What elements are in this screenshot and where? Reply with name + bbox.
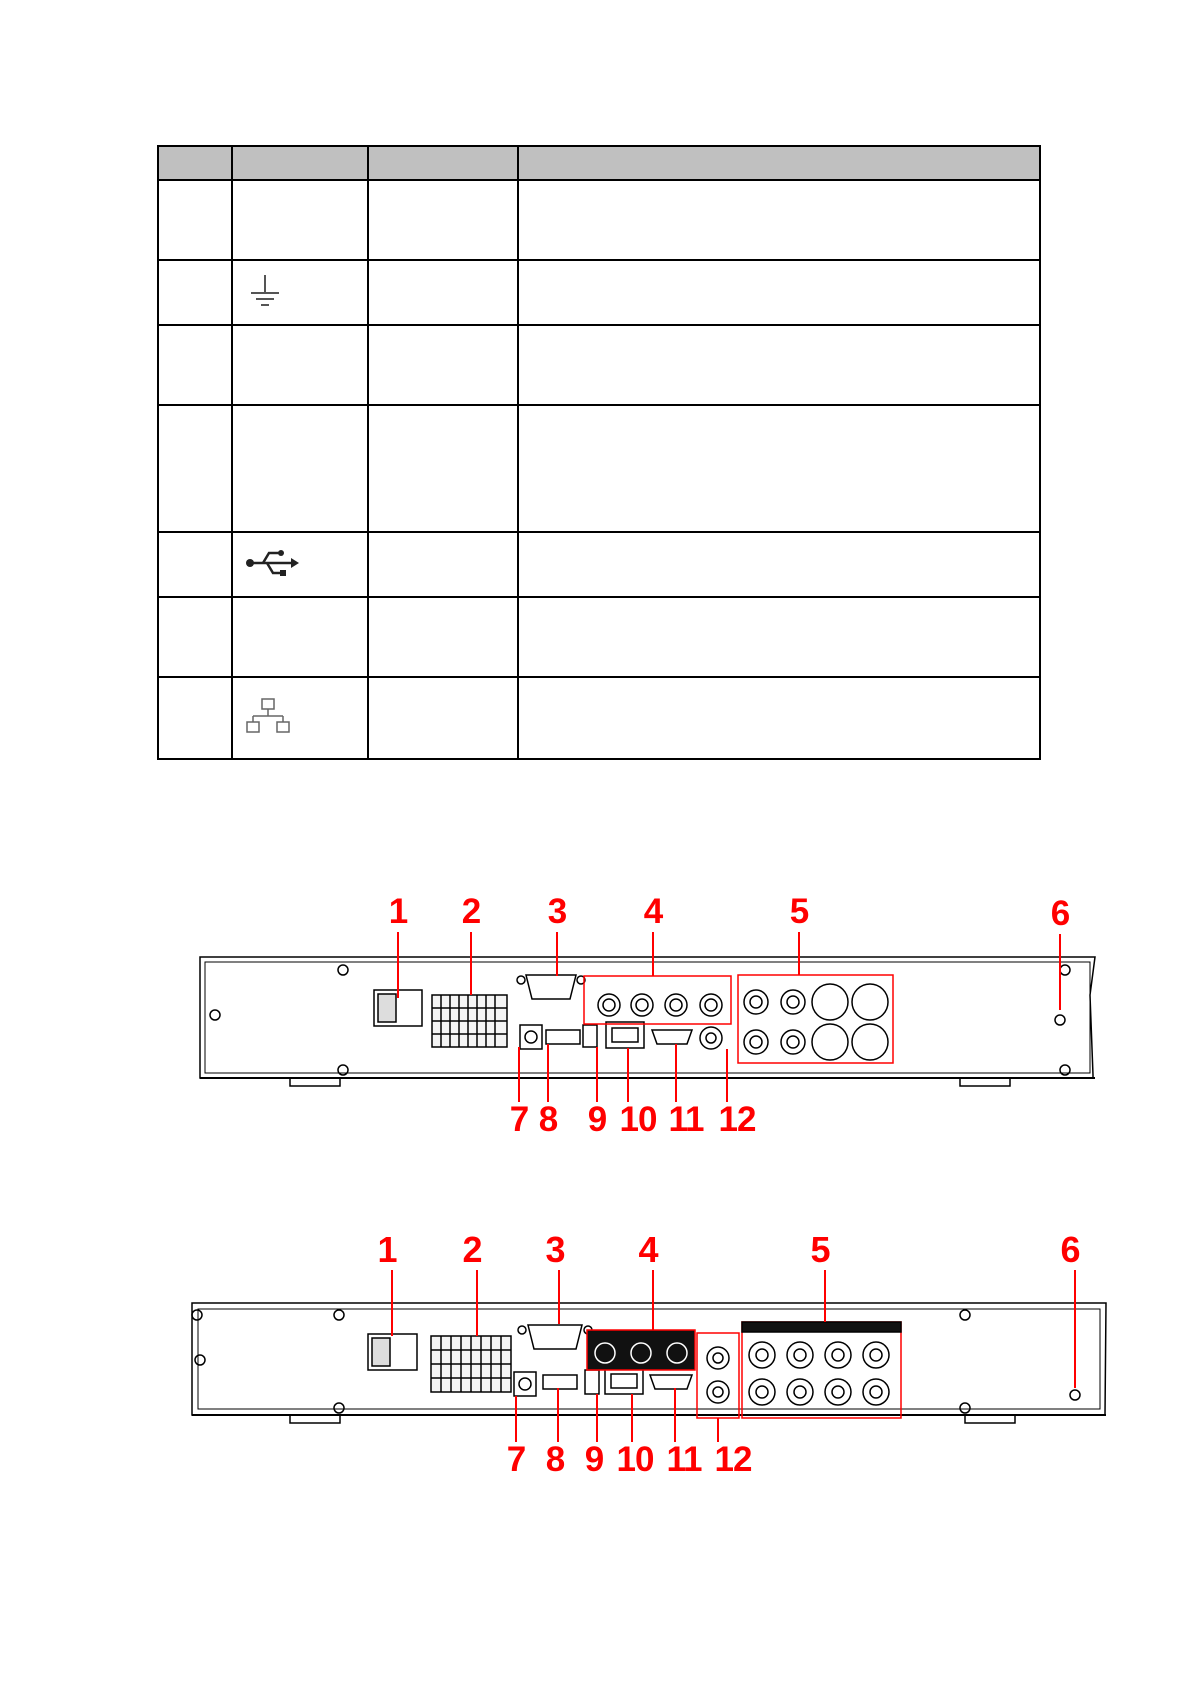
network-icon (245, 697, 291, 737)
rear-panel-drawing-1 (0, 880, 1191, 1140)
callout-6: 6 (1060, 1229, 1080, 1270)
callout-12: 12 (718, 1100, 756, 1139)
table-cell (368, 260, 518, 325)
table-cell (518, 405, 1040, 532)
table-cell (518, 677, 1040, 759)
callout-2: 2 (461, 892, 481, 931)
callout-5: 5 (789, 892, 809, 931)
callout-5: 5 (810, 1229, 830, 1270)
table-cell (368, 405, 518, 532)
table-cell (518, 532, 1040, 597)
callout-8: 8 (538, 1100, 558, 1139)
table-cell (232, 180, 368, 260)
table-cell (158, 260, 232, 325)
table-cell (518, 325, 1040, 405)
callout-7: 7 (509, 1100, 529, 1139)
table-cell (368, 180, 518, 260)
table-cell (368, 532, 518, 597)
table-cell (158, 677, 232, 759)
table-cell (518, 597, 1040, 677)
table-row (158, 325, 1040, 405)
table-cell (368, 677, 518, 759)
table-cell (232, 677, 368, 759)
table-row (158, 597, 1040, 677)
callout-3: 3 (547, 892, 567, 931)
callout-4: 4 (643, 892, 663, 931)
table-cell (518, 260, 1040, 325)
table-cell (158, 325, 232, 405)
table-row (158, 405, 1040, 532)
callout-10: 10 (616, 1440, 654, 1479)
callout-1: 1 (388, 892, 408, 931)
table-cell (232, 325, 368, 405)
table-cell (232, 405, 368, 532)
callout-9: 9 (584, 1440, 604, 1479)
table-cell (232, 532, 368, 597)
ground-icon (245, 271, 285, 311)
callout-9: 9 (587, 1100, 607, 1139)
table-cell (158, 532, 232, 597)
table-cell (368, 325, 518, 405)
callout-12: 12 (714, 1440, 752, 1479)
callout-8: 8 (545, 1440, 565, 1479)
table-cell (158, 405, 232, 532)
callout-1: 1 (377, 1229, 397, 1270)
callout-3: 3 (545, 1229, 565, 1270)
table-cell (232, 597, 368, 677)
header-cell-1 (158, 146, 232, 180)
table-cell (518, 180, 1040, 260)
callout-11: 11 (666, 1440, 702, 1479)
table-header-row (158, 146, 1040, 180)
table-cell (368, 597, 518, 677)
rear-panel-diagram-1 (0, 880, 1191, 1140)
header-cell-4 (518, 146, 1040, 180)
header-cell-3 (368, 146, 518, 180)
table-cell (232, 260, 368, 325)
table-row (158, 180, 1040, 260)
callout-7: 7 (506, 1440, 526, 1479)
table-cell (158, 180, 232, 260)
callout-11: 11 (668, 1100, 704, 1139)
table-row (158, 532, 1040, 597)
callout-6: 6 (1050, 894, 1070, 933)
rear-panel-diagram-2 (0, 1220, 1191, 1480)
table-cell (158, 597, 232, 677)
callout-10: 10 (619, 1100, 657, 1139)
table-row (158, 677, 1040, 759)
callout-2: 2 (462, 1229, 482, 1270)
header-cell-2 (232, 146, 368, 180)
ports-table (157, 145, 1041, 760)
usb-icon (245, 546, 299, 580)
callout-4: 4 (638, 1229, 658, 1270)
rear-panel-drawing-2 (0, 1220, 1191, 1480)
table-row (158, 260, 1040, 325)
